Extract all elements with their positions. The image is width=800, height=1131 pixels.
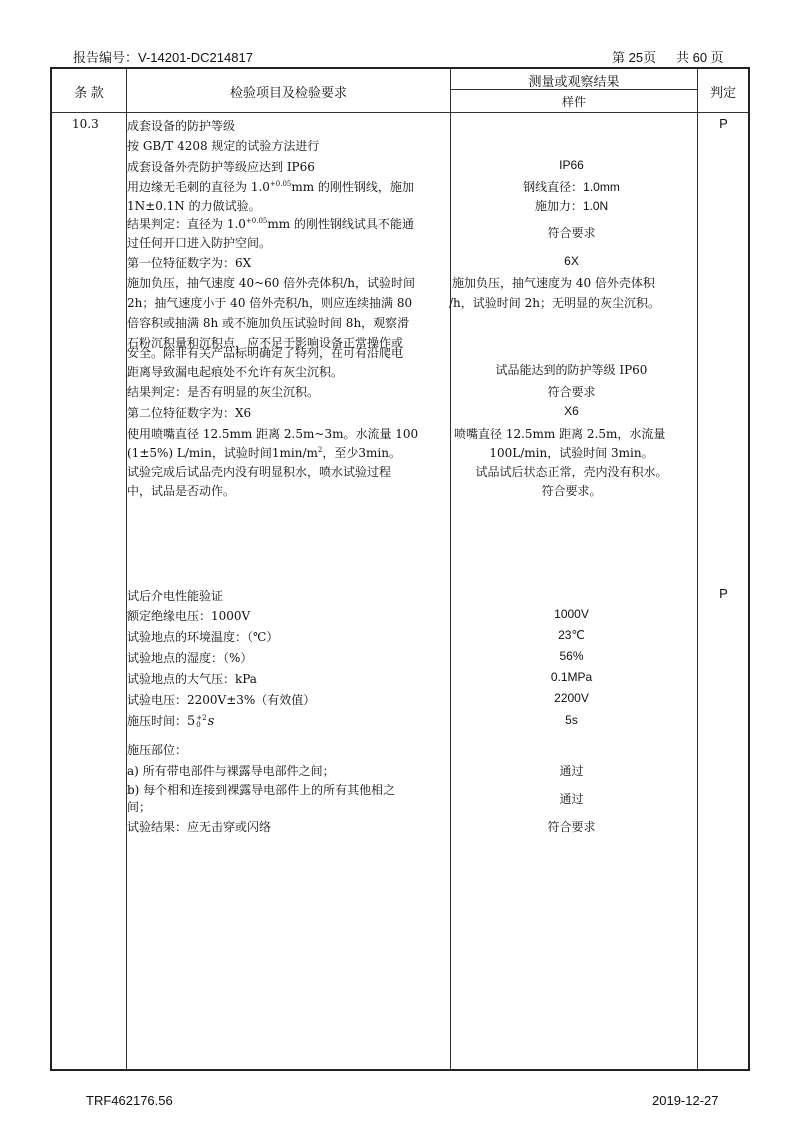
section-title: 成套设备的防护等级 bbox=[127, 119, 236, 133]
header-bottom-line bbox=[52, 112, 748, 113]
clause-number: 10.3 bbox=[72, 117, 99, 131]
report-number: 报告编号：V-14201-DC214817 bbox=[73, 50, 253, 65]
duration-label: 施压时间：5 +2 0 s bbox=[127, 713, 215, 729]
header-items: 检验项目及检验要求 bbox=[229, 85, 347, 100]
position-b: b) 每个相和连接到裸露导电部件上的所有其他相之 bbox=[127, 783, 396, 797]
section2-title: 试后介电性能验证 bbox=[127, 589, 224, 603]
requirement-ip: 成套设备外壳防护等级应达到 IP66 bbox=[127, 160, 315, 174]
verdict-2: P bbox=[719, 586, 728, 601]
header-sample: 样件 bbox=[561, 95, 586, 109]
dust-line-1: 施加负压，抽气速度 40~60 倍外壳体积/h，试验时间 bbox=[127, 276, 415, 290]
column-divider bbox=[697, 69, 698, 1069]
humidity-value: 56% bbox=[559, 649, 584, 663]
first-digit: 第一位特征数字为：6X bbox=[127, 256, 252, 270]
temperature-value: 23℃ bbox=[558, 628, 585, 642]
rated-voltage-label: 额定绝缘电压：1000V bbox=[127, 609, 251, 623]
test-voltage-label: 试验电压：2200V±3%（有效值） bbox=[127, 693, 316, 707]
water-line-4: 中，试品是否动作。 bbox=[127, 484, 236, 498]
position-a: a) 所有带电部件与裸露导电部件之间； bbox=[127, 764, 335, 778]
result-water-line-1: 喷嘴直径 12.5mm 距离 2.5m，水流量 bbox=[454, 427, 666, 441]
verdict-1: P bbox=[719, 116, 728, 131]
position-a-value: 通过 bbox=[559, 764, 584, 778]
position-label: 施压部位： bbox=[127, 743, 188, 757]
issue-date: 2019-12-27 bbox=[652, 1093, 719, 1108]
result-6x: 6X bbox=[564, 254, 579, 268]
pressure-label: 试验地点的大气压：kPa bbox=[127, 672, 257, 686]
dust-line-2: 2h；抽气速度小于 40 倍外壳积/h，则应连续抽满 80 bbox=[127, 296, 413, 310]
humidity-label: 试验地点的湿度：（%） bbox=[127, 651, 253, 665]
result-conform-2: 符合要求 bbox=[547, 385, 596, 399]
position-b-line2: 间； bbox=[127, 800, 152, 814]
judgement-dust: 结果判定：是否有明显的灰尘沉积。 bbox=[127, 385, 320, 399]
page-number: 第 25页 bbox=[612, 50, 657, 65]
result-x6: X6 bbox=[564, 404, 579, 418]
test-method: 按 GB/T 4208 规定的试验方法进行 bbox=[127, 139, 320, 153]
header-verdict: 判定 bbox=[709, 85, 736, 100]
result-ip60: 试品能达到的防护等级 IP60 bbox=[495, 363, 648, 377]
header-clause: 条 款 bbox=[74, 85, 104, 100]
water-line-2: (1±5%) L/min，试验时间$1\min/m^2$，至少3min。 bbox=[127, 446, 401, 460]
water-line-3: 试验完成后试品壳内没有明显积水，喷水试验过程 bbox=[127, 465, 392, 479]
judgement-wire: 结果判定：直径为 $1.0^{+0.05}mm$ 的刚性钢线试具不能通 bbox=[127, 217, 414, 231]
dust-line-4: 石粉沉积量和沉积点，应不足于影响设备正常操作或 bbox=[127, 336, 404, 350]
duration-value: 5s bbox=[565, 713, 578, 727]
result-ip: IP66 bbox=[559, 158, 584, 172]
temperature-label: 试验地点的环境温度：（℃） bbox=[127, 630, 279, 644]
judgement-wire-line2: 过任何开口进入防护空间。 bbox=[127, 236, 272, 250]
rated-voltage-value: 1000V bbox=[554, 607, 589, 621]
result-water-line-2: 100L/min，试验时间 3min。 bbox=[489, 446, 654, 460]
form-number: TRF462176.56 bbox=[86, 1093, 173, 1108]
result-force: 施加力：1.0N bbox=[534, 199, 609, 213]
dust-line-5: 安全。除非有关产品标明确定了特列，在可有沿爬电 bbox=[127, 346, 404, 360]
result-dust-line-2: /h，试验时间 2h；无明显的灰尘沉积。 bbox=[449, 296, 660, 310]
requirement-wire: 用边缘无毛刺的直径为 $1.0^{+0.05}mm$ 的刚性钢线，施加 bbox=[127, 180, 414, 194]
test-result-value: 符合要求 bbox=[547, 820, 596, 834]
water-line-1: 使用喷嘴直径 12.5mm 距离 2.5m~3m。水流量 100 bbox=[127, 427, 419, 441]
result-conform-1: 符合要求 bbox=[547, 226, 596, 240]
result-dust-line-1: 施加负压，抽气速度为 40 倍外壳体积 bbox=[452, 276, 655, 290]
header-results: 测量或观察结果 bbox=[528, 74, 620, 89]
position-b-value: 通过 bbox=[559, 792, 584, 806]
pressure-value: 0.1MPa bbox=[550, 670, 593, 684]
page-total: 共 60 页 bbox=[676, 50, 724, 65]
dust-line-3: 倍容积或抽满 8h 或不施加负压试验时间 8h，观察滑 bbox=[127, 316, 410, 330]
test-voltage-value: 2200V bbox=[554, 691, 589, 705]
test-result-label: 试验结果：应无击穿或闪络 bbox=[127, 820, 272, 834]
result-conform-3: 符合要求。 bbox=[541, 484, 602, 498]
result-water-line-3: 试品试后状态正常，壳内没有积水。 bbox=[475, 465, 668, 479]
column-divider bbox=[450, 69, 451, 1069]
second-digit: 第二位特征数字为：X6 bbox=[127, 406, 252, 420]
result-wire-diameter: 钢线直径：1.0mm bbox=[523, 180, 620, 194]
dust-line-6: 距离导致漏电起痕处不允许有灰尘沉积。 bbox=[127, 365, 344, 379]
requirement-force: 1N±0.1N 的力做试验。 bbox=[127, 199, 261, 213]
